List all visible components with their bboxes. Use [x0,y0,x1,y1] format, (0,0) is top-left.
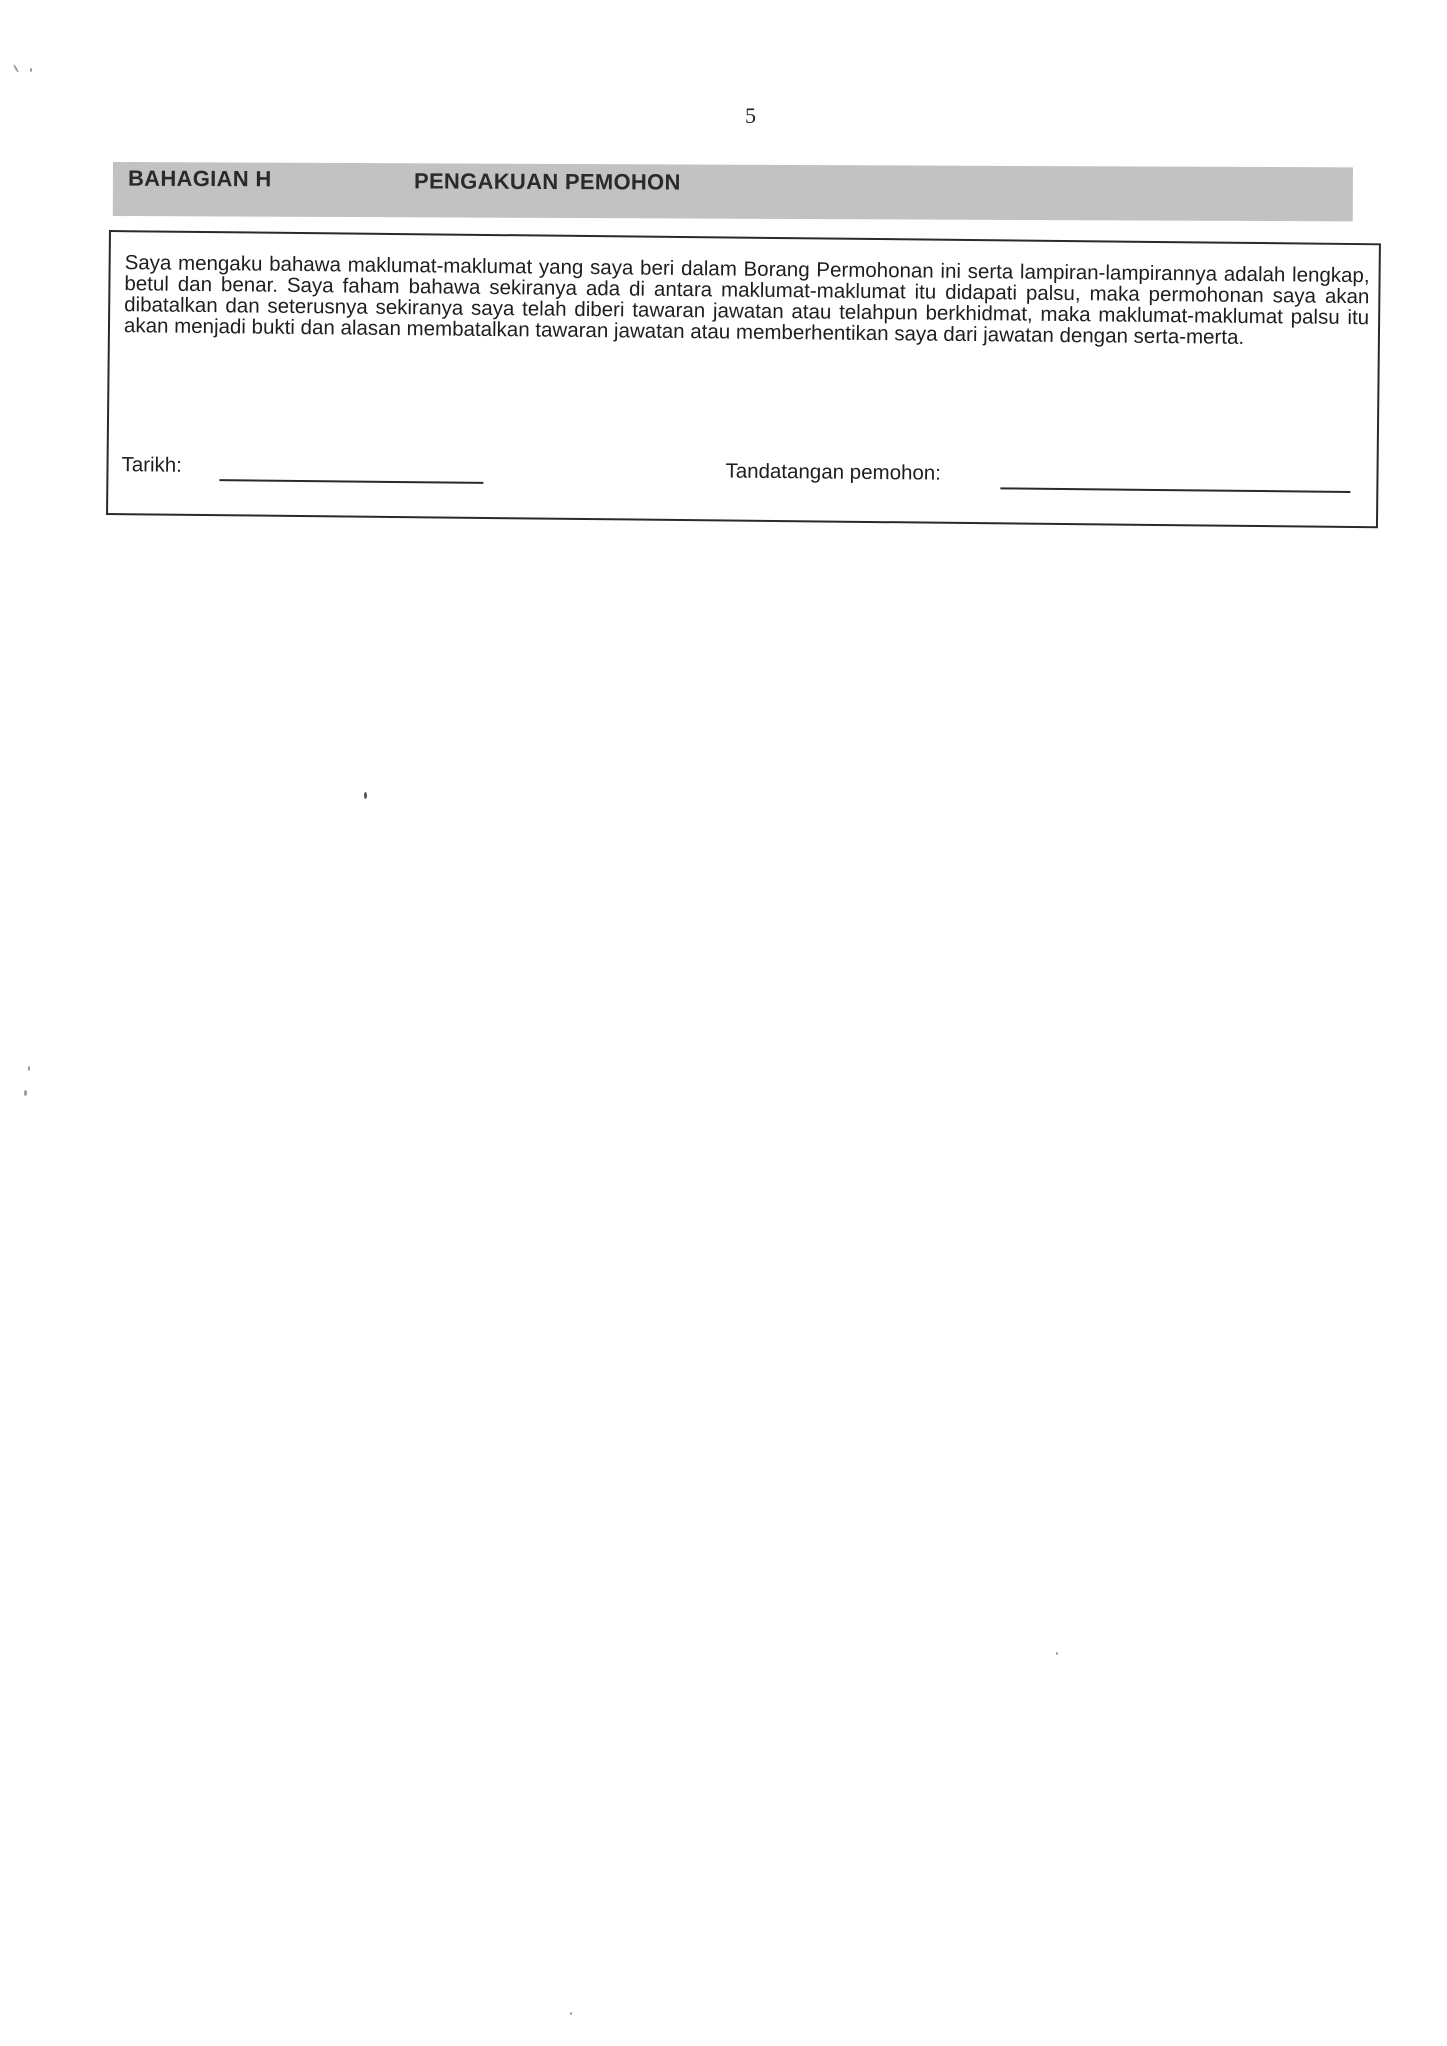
scan-speck [1056,1652,1058,1655]
section-title: PENGAKUAN PEMOHON [413,168,681,195]
date-label: Tarikh: [121,453,183,477]
scan-speck [570,2012,572,2015]
page-number: 5 [745,103,756,128]
declaration-text: Saya mengaku bahawa maklumat-maklumat yang saya beri dalam Borang Permohonan ini serta lampiran-lampirannya adalah lengkap, betul dan benar. Saya faham bahawa sekiranya ada di antara maklumat-maklumat itu didapati palsu, maka permohonan saya akan dibatalkan dan seterusnya sekiranya saya telah diberi tawaran jawatan atau telahpun berkhidmat, maka maklumat-maklumat palsu itu akan menjadi bukti dan alasan membatalkan tawaran jawatan atau memberhentikan saya dari jawatan dengan serta-merta. [123,251,1370,349]
scan-speck [13,64,19,73]
date-field[interactable] [219,479,483,484]
section-header-bar [113,162,1353,221]
scan-speck [364,792,367,799]
declaration-box [106,230,1381,528]
signature-label: Tandatangan pemohon: [725,459,942,485]
signature-field[interactable] [1000,487,1350,493]
section-code: BAHAGIAN H [127,165,272,192]
scan-speck [28,1066,30,1071]
scan-speck [24,1090,27,1096]
scan-speck [30,68,32,72]
